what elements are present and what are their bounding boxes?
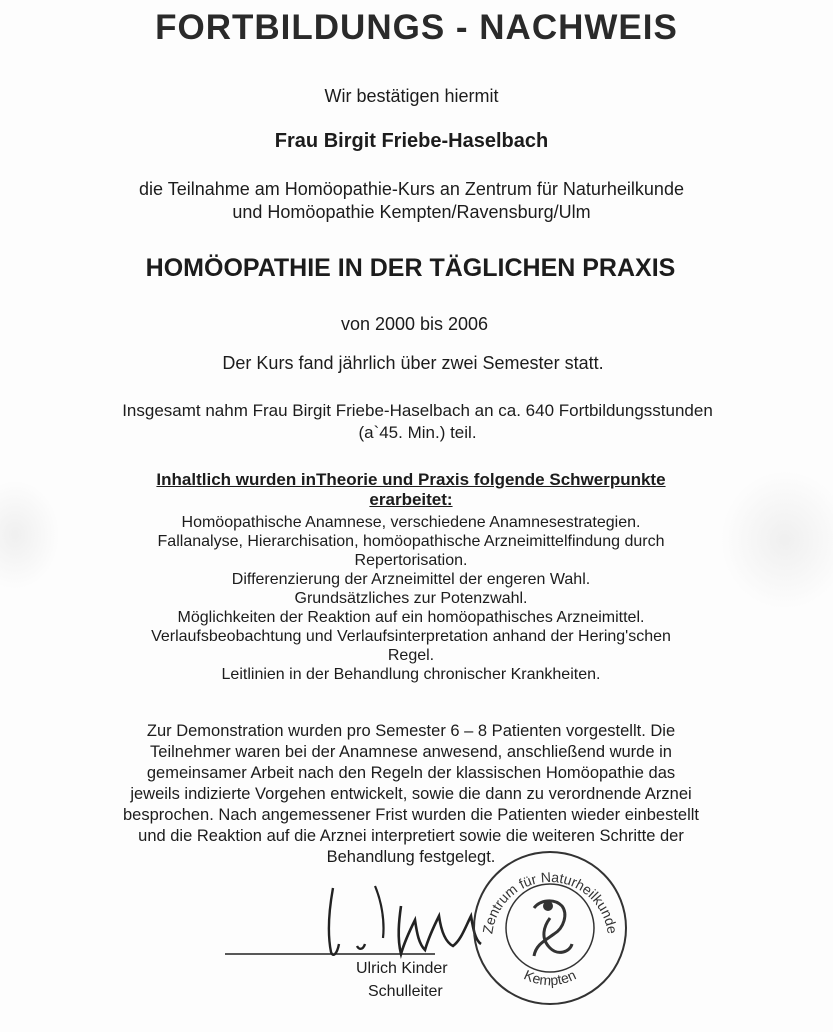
focus-heading-line: erarbeitet:	[369, 490, 453, 509]
training-hours-line: Insgesamt nahm Frau Birgit Friebe-Haselbach an ca. 640 Fortbildungsstunden	[122, 401, 713, 420]
participation-line: die Teilnahme am Homöopathie-Kurs an Zentrum für Naturheilkunde	[139, 179, 684, 199]
document-title: FORTBILDUNGS - NACHWEIS	[155, 8, 678, 47]
focus-list	[0, 513, 822, 684]
demonstration-line: Teilnehmer waren bei der Anamnese anwesend, anschließend wurde in	[150, 743, 672, 761]
course-period: von 2000 bis 2006	[340, 314, 489, 334]
participation-line: und Homöopathie Kempten/Ravensburg/Ulm	[232, 202, 591, 222]
focus-item: Homöopathische Anamnese, verschiedene Anamnesestrategien.	[181, 514, 641, 531]
focus-item: Regel.	[387, 647, 435, 664]
signer-name: Ulrich Kinder	[356, 960, 448, 977]
course-frequency: Der Kurs fand jährlich über zwei Semester statt.	[222, 353, 604, 373]
course-title: HOMÖOPATHIE IN DER TÄGLICHEN PRAXIS	[145, 254, 676, 282]
focus-item: Leitlinien in der Behandlung chronischer Krankheiten.	[221, 666, 601, 683]
focus-item: Repertorisation.	[354, 552, 468, 569]
demonstration-line: gemeinsamer Arbeit nach den Regeln der klassischen Homöopathie das	[146, 764, 676, 782]
demonstration-line: Behandlung festgelegt.	[326, 848, 496, 866]
training-hours	[0, 400, 833, 444]
demonstration-line: jeweils indizierte Vorgehen entwickelt, sowie die dann zu verordnende Arznei	[130, 785, 692, 803]
focus-item: Differenzierung der Arzneimittel der engeren Wahl.	[231, 571, 591, 588]
focus-item: Fallanalyse, Hierarchisation, homöopathische Arzneimittelfindung durch	[157, 533, 665, 550]
focus-item: Grundsätzliches zur Potenzwahl.	[294, 590, 528, 607]
demonstration-line: und die Reaktion auf die Arznei interpretiert sowie die weiteren Schritte der	[138, 827, 684, 845]
round-stamp	[470, 848, 630, 1008]
signer-role: Schulleiter	[368, 983, 443, 1000]
stamp-text-bottom: Kempten	[521, 966, 579, 989]
focus-heading-line: Inhaltlich wurden inTheorie und Praxis folgende Schwerpunkte	[156, 470, 666, 489]
demonstration-line: Zur Demonstration wurden pro Semester 6 – 8 Patienten vorgestellt. Die	[146, 722, 676, 740]
demonstration-paragraph	[0, 721, 822, 868]
demonstration-line: besprochen. Nach angemessener Frist wurden die Patienten wieder einbestellt	[123, 806, 699, 824]
focus-item: Möglichkeiten der Reaktion auf ein homöopathisches Arzneimittel.	[177, 609, 645, 626]
focus-heading	[0, 470, 822, 510]
training-hours-line: (a`45. Min.) teil.	[358, 423, 477, 442]
participation-text	[0, 178, 823, 224]
stamp-text-top: Zentrum für Naturheilkunde	[479, 868, 621, 935]
confirmation-text: Wir bestätigen hiermit	[324, 86, 499, 106]
participant-name: Frau Birgit Friebe-Haselbach	[274, 130, 549, 152]
focus-item: Verlaufsbeobachtung und Verlaufsinterpretation anhand der Hering'schen	[151, 628, 671, 645]
